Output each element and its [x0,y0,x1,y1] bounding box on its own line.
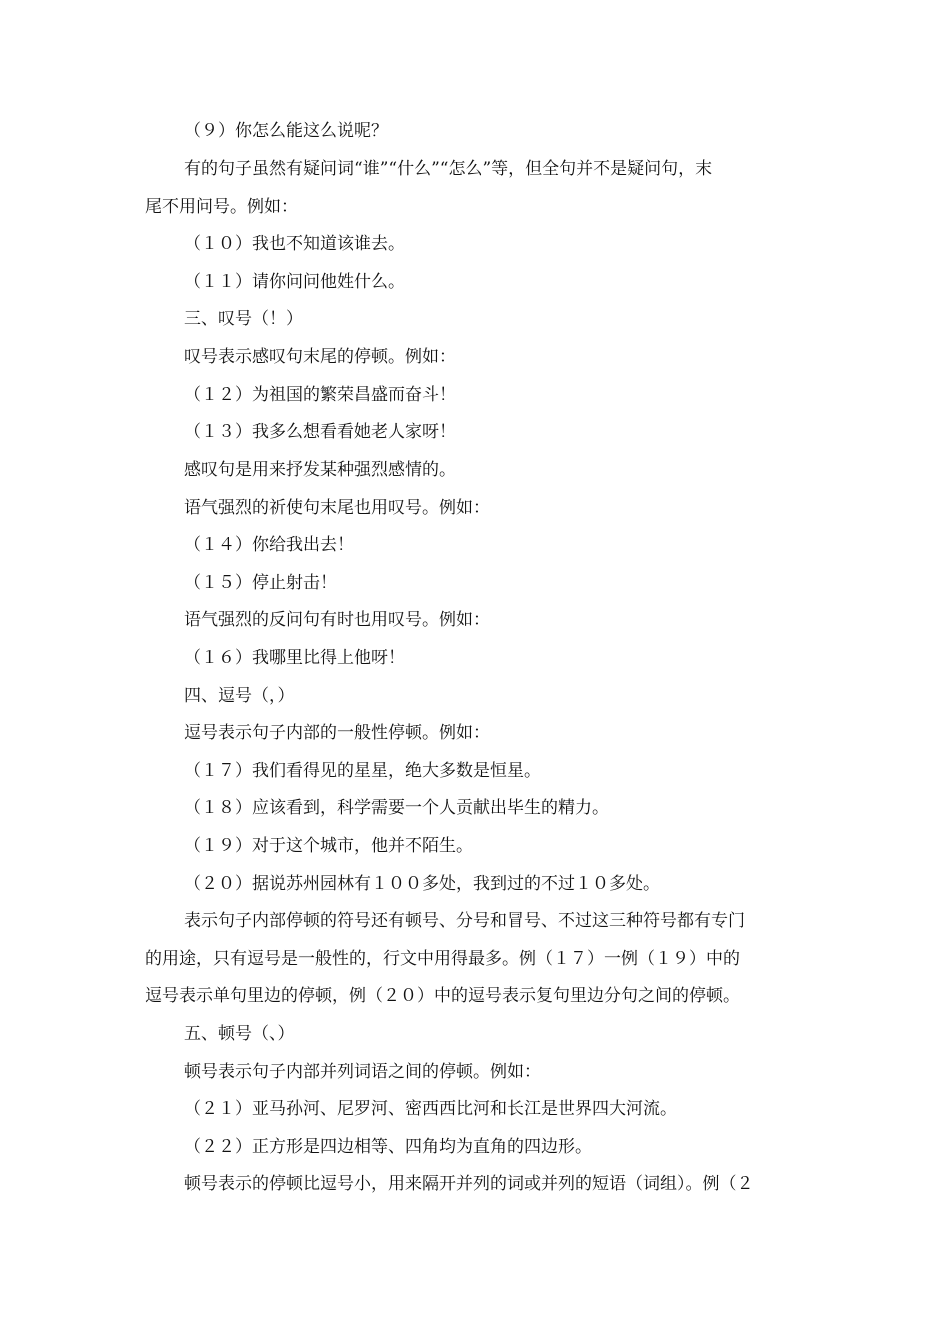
example-line: （１９）对于这个城市，他并不陌生。 [184,836,473,856]
section-heading: 四、逗号（，） [184,686,295,706]
paragraph-line: 感叹句是用来抒发某种强烈感情的。 [184,460,456,480]
section-heading: 三、叹号（！） [184,309,303,329]
example-line: （２０）据说苏州园林有１００多处，我到过的不过１０多处。 [184,874,660,894]
example-line: （１３）我多么想看看她老人家呀！ [184,422,456,442]
example-line: （１７）我们看得见的星星，绝大多数是恒星。 [184,761,541,781]
section-heading: 五、顿号（、） [184,1024,295,1044]
paragraph-line: 语气强烈的反问句有时也用叹号。例如： [184,610,490,630]
example-line: （１４）你给我出去！ [184,535,354,555]
example-line: （１２）为祖国的繁荣昌盛而奋斗！ [184,385,456,405]
paragraph-line: 顿号表示的停顿比逗号小，用来隔开并列的词或并列的短语（词组）。例（２ [184,1174,754,1194]
paragraph-line: 逗号表示单句里边的停顿，例（２０）中的逗号表示复句里边分句之间的停顿。 [145,986,740,1006]
example-line: （１８）应该看到，科学需要一个人贡献出毕生的精力。 [184,798,609,818]
example-line: （１１）请你问问他姓什么。 [184,272,405,292]
paragraph-line: 表示句子内部停顿的符号还有顿号、分号和冒号、不过这三种符号都有专门 [184,911,745,931]
paragraph-line: 的用途，只有逗号是一般性的，行文中用得最多。例（１７）一例（１９）中的 [145,949,740,969]
example-line: （１０）我也不知道该谁去。 [184,234,405,254]
example-line: （１６）我哪里比得上他呀！ [184,648,405,668]
example-line: （１５）停止射击！ [184,573,337,593]
text-line: （９）你怎么能这么说呢？ [184,121,388,141]
paragraph-line: 尾不用问号。例如： [145,197,298,217]
paragraph-line: 逗号表示句子内部的一般性停顿。例如： [184,723,490,743]
paragraph-line: 顿号表示句子内部并列词语之间的停顿。例如： [184,1062,541,1082]
paragraph-line: 有的句子虽然有疑问词“谁”“什么”“怎么”等，但全句并不是疑问句，末 [184,159,713,179]
example-line: （２２）正方形是四边相等、四角均为直角的四边形。 [184,1137,592,1157]
paragraph-line: 语气强烈的祈使句末尾也用叹号。例如： [184,498,490,518]
example-line: （２１）亚马孙河、尼罗河、密西西比河和长江是世界四大河流。 [184,1099,677,1119]
paragraph-line: 叹号表示感叹句末尾的停顿。例如： [184,347,456,367]
